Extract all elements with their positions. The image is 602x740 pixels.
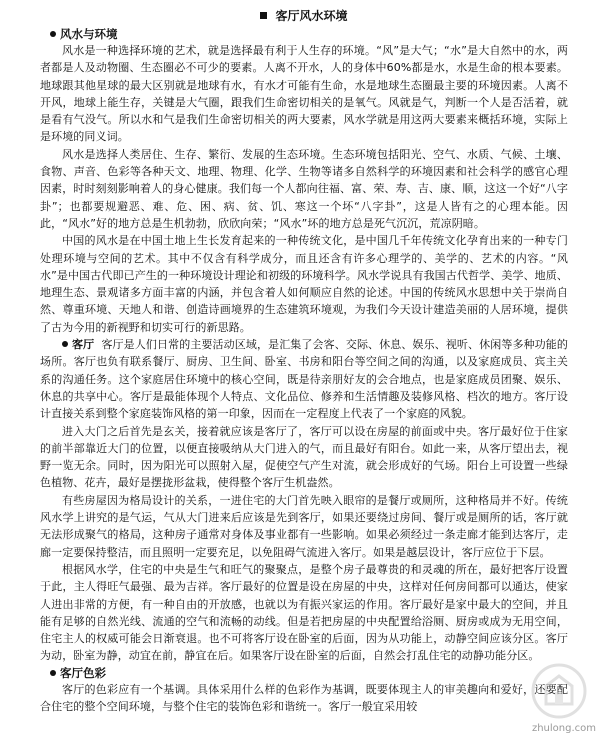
paragraph: 风水是一种选择环境的艺术，就是选择最有利于人生存的环境。“风”是大气；“水”是大自然中的水，两者都是人及动物圈、生态圈必不可少的要素。人离不开水，人的身体中60%都是水，水是生命的根本要素。地球跟其他星球的最大区别就是地球有水，有水才可能有生命，水是地球生态圈最主要的环境因素。人离不开风，地球上能生存，关键是大气圈，跟我们生命密切相关的是氧气。风就是气，判断一个人是否活着，就是看有气没气。所以水和气是我们生命密切相关的两大要素，风水学就是用这两大要素来概括环境，实际上是环境的同义词。: [40, 44, 568, 144]
paragraph-with-inline-heading: [40, 336, 568, 422]
black-circle-bullet-icon: [50, 31, 56, 37]
paragraph: 客厅的色彩应有一个基调。具体采用什么样的色彩作为基调，既要体现主人的审美趣向和爱好，还要配合住宅的整个空间环境，与整个住宅的装饰色彩和谐统一。客厅一般宜采用较: [40, 682, 568, 713]
paragraph: 根据风水学，住宅的中央是生气和旺气的聚聚点，是整个房子最尊贵的和灵魂的所在，最好把客厅设置于此，主人得旺气最强、最为吉祥。客厅最好的位置是设在房屋的中央，这样对任何房间都可以通达，使家人进出非常的方便，有一种自由的开放感，也就以为有振兴家运的作用。客厅最好是家中最大的空间，并且能有足够的自然光线、流通的空气和流畅的动线。但是若把房屋的中央配置给浴厕、厨房或成为无用空间，住宅主人的权威可能会日渐衰退。也不可将客厅设在卧室的后面，因为从功能上，动静空间应该分区。客厅为动，卧室为静，动宜在前，静宜在后。如果客厅设在卧室的后面，自然会打乱住宅的动静功能分区。: [40, 562, 568, 663]
watermark-text: zhulong.com: [531, 723, 596, 734]
paragraph: 有些房屋因为格局设计的关系，一进住宅的大门首先映入眼帘的是餐厅或厕所，这种格局并不好。传统风水学上讲究的是气运，气从大门进来后应该是先到客厅，如果还要绕过房间、餐厅或是厕所的话，客厅就无法形成聚气的格局，这种房子通常对身体及事业都有一些影响。如果必须经过一条走廊才能到达客厅，走廊一定要保持整洁，而且照明一定要充足，以免阻碍气流进入客厅。如果是越层设计，客厅应位于下层。: [40, 493, 568, 559]
section-heading: [40, 665, 568, 681]
black-square-icon: [260, 12, 267, 19]
section-heading-text: 客厅: [72, 338, 95, 352]
paragraph: 进入大门之后首先是玄关，接着就应该是客厅了，客厅可以设在房屋的前面或中央。客厅最好位于住家的前半部靠近大门的位置，以便直接吸纳从大门进入的气，而且最好有阳台。如此一来，从客厅望出去，视野一览无余。同时，因为阳光可以照射入屋，促使空气产生对流，就会形成好的气场。阳台上可设置一些绿色植物、花卉，最好是摆拢形盆栽，使得整个客厅生机盎然。: [40, 424, 568, 490]
section-heading-text: 风水与环境: [60, 27, 118, 41]
paragraph: 风水是选择人类居住、生存、繁衍、发展的生态环境。生态环境包括阳光、空气、水质、气候、土壤、食物、声音、色彩等各种天文、地理、物理、化学、生物等诸多自然科学的环境因素和社会科学的感官心理因素，时时刻刻影响着人的身心健康。我们每一个人都向往福、富、荣、寿、吉、康、顺，这这一个好“八字卦”；也都要规避恶、难、危、困、病、贫、饥、寒这一个坏“八字卦”，这是人皆有之的心理本能。因此，“风水”好的地方总是生机勃勃，欣欣向荣；“风水”坏的地方总是死气沉沉，荒凉阴暗。: [40, 147, 568, 230]
paragraph: 中国的风水是在中国土地上生长发育起来的一种传统文化，是中国几千年传统文化孕育出来的一种专门处理环境与空间的艺术。其中不仅含有科学成分，而且还含有许多心理学的、美学的、艺术的内容。“风水”是中国古代即已产生的一种环境设计理论和初级的环境科学。风水学说具有我国古代哲学、美学、地质、地理生态、景观诸多方面丰富的内涵，并包含着人如何顺应自然的论述。中国的传统风水思想中关于崇尚自然、尊重环境、天地人和谐、创造诗画境界的生态建筑环境观，为我们今天设计建造美丽的人居环境，提供了古为今用的新视野和切实可行的新思路。: [40, 234, 568, 334]
black-circle-bullet-icon: [62, 341, 68, 347]
section-heading-text: 客厅色彩: [60, 665, 106, 680]
watermark-logo-icon: [524, 656, 594, 726]
black-circle-bullet-icon: [50, 670, 56, 676]
section-heading: [62, 338, 94, 351]
doc-title: 客厅风水环境: [275, 9, 348, 23]
doc-title-row: [40, 8, 568, 24]
paragraph-text: 客厅是人们日常的主要活动区域，是汇集了会客、交际、休息、娱乐、视听、休闲等多种功能的场所。客厅也负有联系餐厅、厨房、卫生间、卧室、书房和阳台等空间之间的沟通，以及家庭成员、宾主关系的沟通任务。这个家庭居住环境中的核心空间，既是待亲朋好友的会合地点，也是家庭成员团聚、娱乐、休息的共享中心。客厅是最能体现个人特点、文化品位、修养和生活情趣及装修风格、档次的地方。客厅设计直接关系到整个家庭装饰风格的第一印象，因而在一定程度上代表了一个家庭的风貌。: [40, 338, 568, 421]
section-heading: [40, 26, 568, 42]
